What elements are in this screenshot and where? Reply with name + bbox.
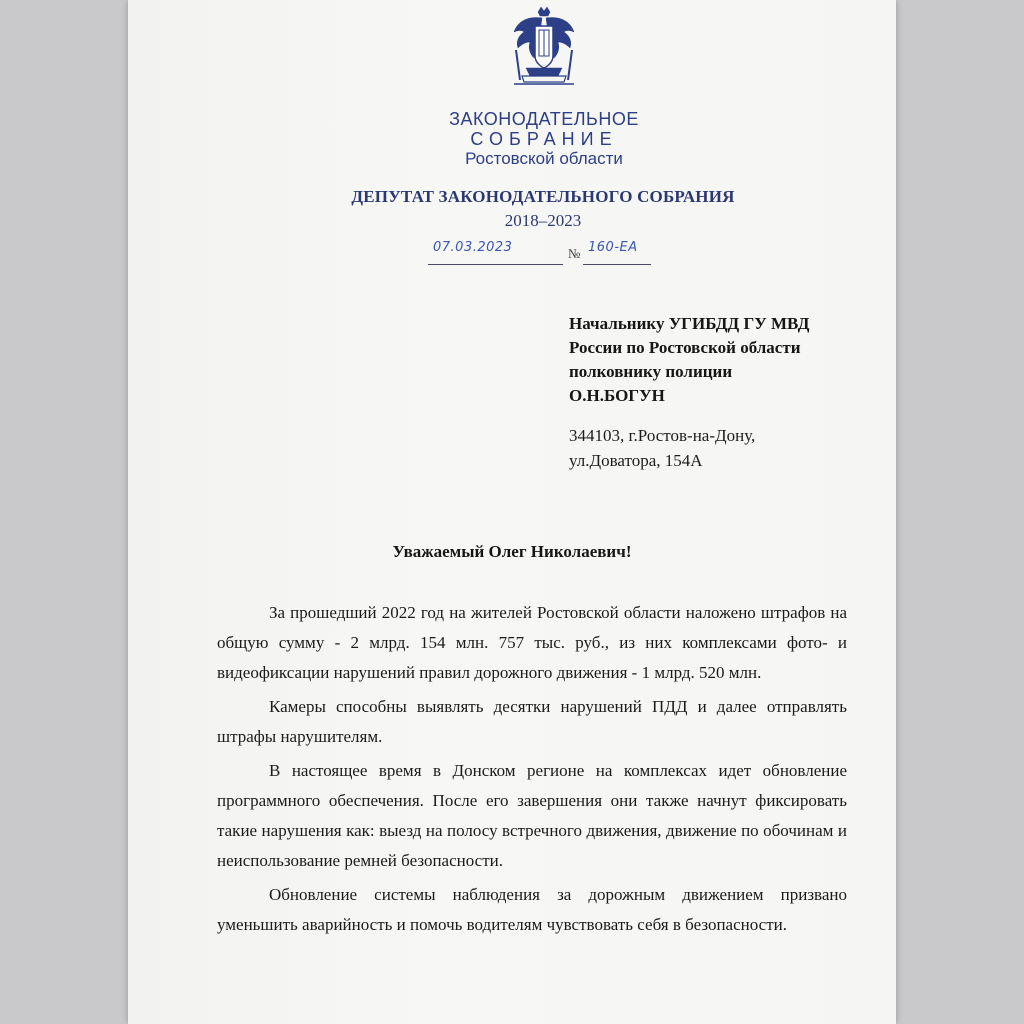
salutation: Уважаемый Олег Николаевич! [392,542,632,561]
letter-body [217,598,847,944]
addressee-block [569,312,869,408]
body-paragraph-2: Камеры способны выявлять десятки нарушений ПДД и далее отправлять штрафы нарушителям. [217,697,847,746]
handwritten-number: 160-ЕА [588,240,638,255]
org-name-line1: ЗАКОНОДАТЕЛЬНОЕ [449,109,639,129]
addressee-line4: О.Н.БОГУН [569,386,665,405]
organization-name [434,109,654,169]
addressee-line1: Начальнику УГИБДД ГУ МВД [569,314,810,333]
deputy-title: ДЕПУТАТ ЗАКОНОДАТЕЛЬНОГО СОБРАНИЯ [351,187,735,206]
term-years: 2018–2023 [504,211,582,230]
handwritten-date: 07.03.2023 [433,240,513,255]
body-paragraph-3: В настоящее время в Донском регионе на комплексах идет обновление программного обеспечения. После его завершения они также начнут фиксировать такие нарушения как: выезд на полосу встречного движения, движение по обочинам и неиспользование ремней безопасности. [217,761,847,870]
addressee-line2: России по Ростовской области [569,338,801,357]
address-line1: 344103, г.Ростов-на-Дону, [569,426,756,445]
coat-of-arms-icon [508,6,580,88]
letter-page [128,0,896,1024]
addressee-line3: полковнику полиции [569,362,733,381]
body-paragraph-4: Обновление системы наблюдения за дорожным движением призвано уменьшить аварийность и помочь водителям чувствовать себя в безопасности. [217,885,847,934]
org-name-line3: Ростовской области [465,149,623,168]
address-line2: ул.Доватора, 154А [569,451,703,470]
org-name-line2: СОБРАНИЕ [470,129,618,149]
address-block [569,423,869,473]
body-paragraph-1: За прошедший 2022 год на жителей Ростовской области наложено штрафов на общую сумму - 2 млрд. 154 млн. 757 тыс. руб., из них комплексами фото- и видеофиксации нарушений правил дорожного движения - 1 млрд. 520 млн. [217,603,847,682]
number-sign: № [568,246,581,261]
